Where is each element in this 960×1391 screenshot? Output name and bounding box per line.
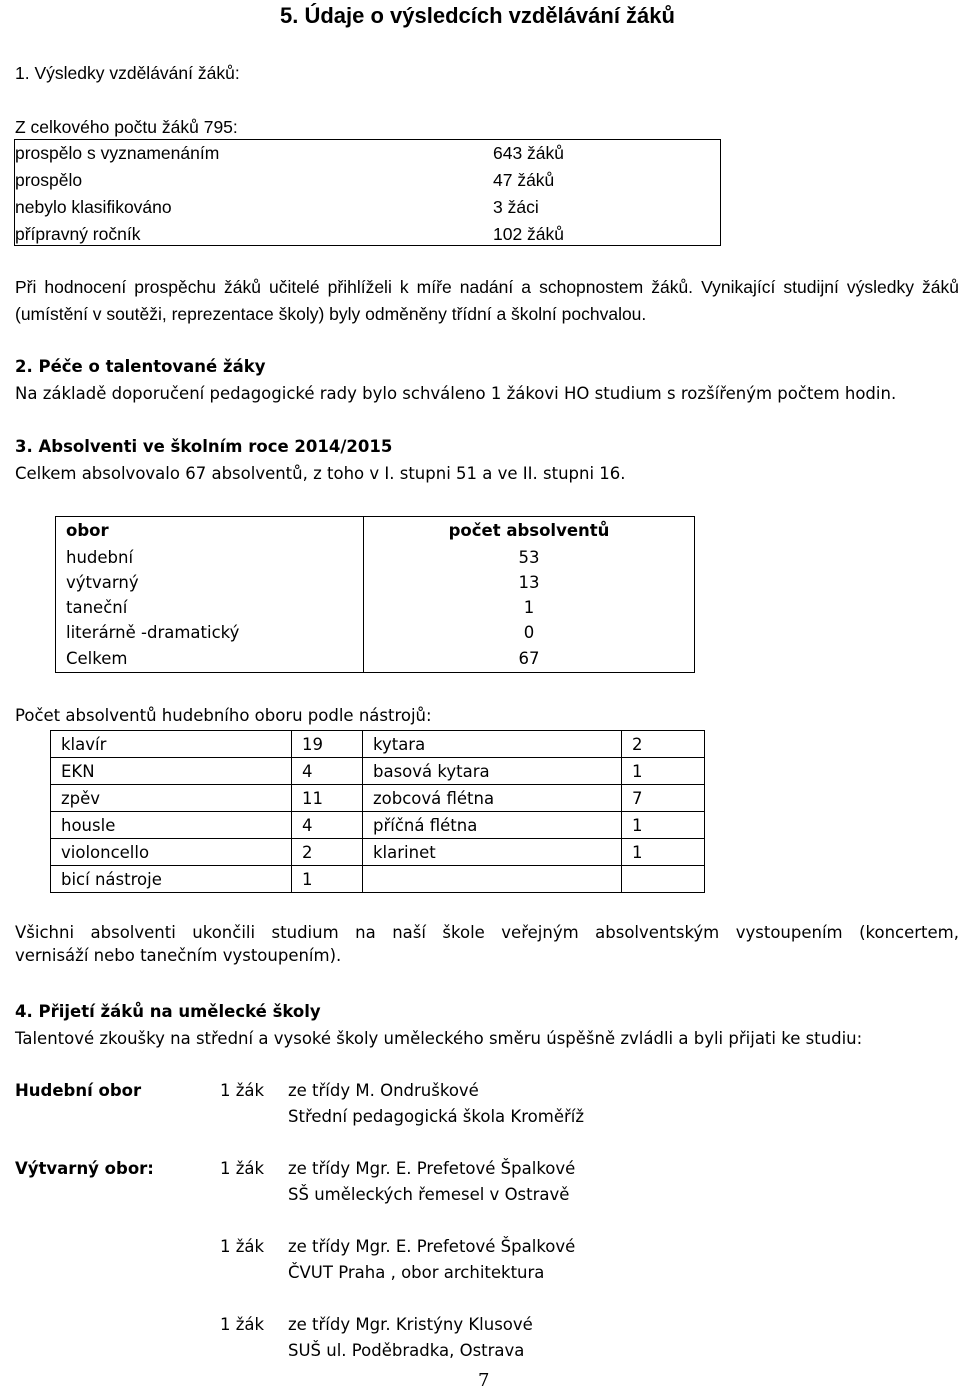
table-cell: 1 [622,758,705,785]
page-number: 7 [478,1370,490,1391]
table-cell: taneční [56,595,364,620]
table-cell: 67 [364,645,695,673]
result-value: 643 žáků [493,143,565,163]
table-cell: 13 [364,570,695,595]
admission-teacher: ze třídy Mgr. E. Prefetové Špalkové [288,1159,576,1178]
music-field-label: Hudební obor [15,1081,142,1100]
result-label: prospělo [15,170,83,190]
closing-line-1: Všichni absolventi ukončili studium na naší škole veřejným absolventským vystoupením (koncertem, [15,923,959,942]
section-4-text: Talentové zkoušky na střední a vysoké školy uměleckého směru úspěšně zvládli a byli přijati ke studiu: [15,1029,863,1048]
results-table [14,139,721,246]
section-3-text: Celkem absolvovalo 67 absolventů, z toho v I. stupni 51 a ve II. stupni 16. [15,464,626,483]
table-cell: 4 [292,758,363,785]
table-cell: zobcová flétna [363,785,622,812]
admission-school: SŠ uměleckých řemesel v Ostravě [288,1185,570,1204]
table-cell: 1 [292,866,363,893]
admission-count: 1 žák [220,1081,265,1100]
table-row [51,758,705,785]
table-row [56,645,695,673]
closing-line-2: vernisáží nebo tanečním vystoupením). [15,946,342,965]
result-value: 3 žáci [493,197,539,217]
table-cell: 4 [292,812,363,839]
table-cell: 2 [292,839,363,866]
table-header-cell: počet absolventů [364,517,695,545]
admission-school: Střední pedagogická škola Kroměříž [288,1107,584,1126]
section-1-paragraph: Při hodnocení prospěchu žáků učitelé přihlíželi k míře nadání a schopnostem žáků. Vynikající studijní výsledky žáků (umístění v soutěži, reprezentace školy) byly odměněny třídní a školní pochvalou. [15,277,959,324]
table-cell [622,866,705,893]
table-cell: literárně -dramatický [56,620,364,645]
table-cell: Celkem [56,645,364,673]
table-cell: 2 [622,731,705,758]
section-4-heading: 4. Přijetí žáků na umělecké školy [15,1002,321,1021]
table-row [56,545,695,570]
table-cell: violoncello [51,839,292,866]
table-cell: 7 [622,785,705,812]
table-cell: klavír [51,731,292,758]
result-value: 102 žáků [493,224,565,244]
table-row [51,731,705,758]
section-1-heading: 1. Výsledky vzdělávání žáků: [15,63,240,83]
table-row [51,839,705,866]
section-2-text: Na základě doporučení pedagogické rady bylo schváleno 1 žákovi HO studium s rozšířeným počtem hodin. [15,384,897,403]
admission-school: ČVUT Praha , obor architektura [288,1263,545,1282]
table-cell: 1 [364,595,695,620]
instruments-intro: Počet absolventů hudebního oboru podle nástrojů: [15,706,432,725]
table-header-cell: obor [56,517,364,545]
admission-school: SUŠ ul. Poděbradka, Ostrava [288,1341,525,1360]
table-cell: housle [51,812,292,839]
table-cell: 1 [622,839,705,866]
admission-teacher: ze třídy M. Ondruškové [288,1081,479,1100]
table-cell: kytara [363,731,622,758]
table-cell [363,866,622,893]
page-title: 5. Údaje o výsledcích vzdělávání žáků [280,3,675,28]
table-row [56,595,695,620]
table-cell: basová kytara [363,758,622,785]
admission-count: 1 žák [220,1159,265,1178]
admission-count: 1 žák [220,1237,265,1256]
result-value: 47 žáků [493,170,555,190]
table-cell: 11 [292,785,363,812]
table-cell: EKN [51,758,292,785]
graduates-by-field-table [55,516,695,673]
result-label: prospělo s vyznamenáním [15,143,220,163]
table-cell: 53 [364,545,695,570]
table-cell: výtvarný [56,570,364,595]
table-header-row [56,517,695,545]
art-field-label: Výtvarný obor: [15,1159,154,1178]
admission-teacher: ze třídy Mgr. E. Prefetové Špalkové [288,1237,576,1256]
result-label: nebylo klasifikováno [15,197,172,217]
instruments-table [50,730,705,893]
table-row [51,812,705,839]
admission-count: 1 žák [220,1315,265,1334]
table-cell: příčná flétna [363,812,622,839]
table-cell: 1 [622,812,705,839]
section-2-heading: 2. Péče o talentované žáky [15,357,266,376]
table-cell: hudební [56,545,364,570]
table-cell: 0 [364,620,695,645]
table-cell: 19 [292,731,363,758]
table-row [56,620,695,645]
table-cell: zpěv [51,785,292,812]
table-row [51,866,705,893]
table-row [51,785,705,812]
admission-teacher: ze třídy Mgr. Kristýny Klusové [288,1315,533,1334]
table-cell: bicí nástroje [51,866,292,893]
section-1-intro: Z celkového počtu žáků 795: [15,117,238,137]
table-row [56,570,695,595]
table-cell: klarinet [363,839,622,866]
result-label: přípravný ročník [15,224,141,244]
section-3-heading: 3. Absolventi ve školním roce 2014/2015 [15,437,393,456]
